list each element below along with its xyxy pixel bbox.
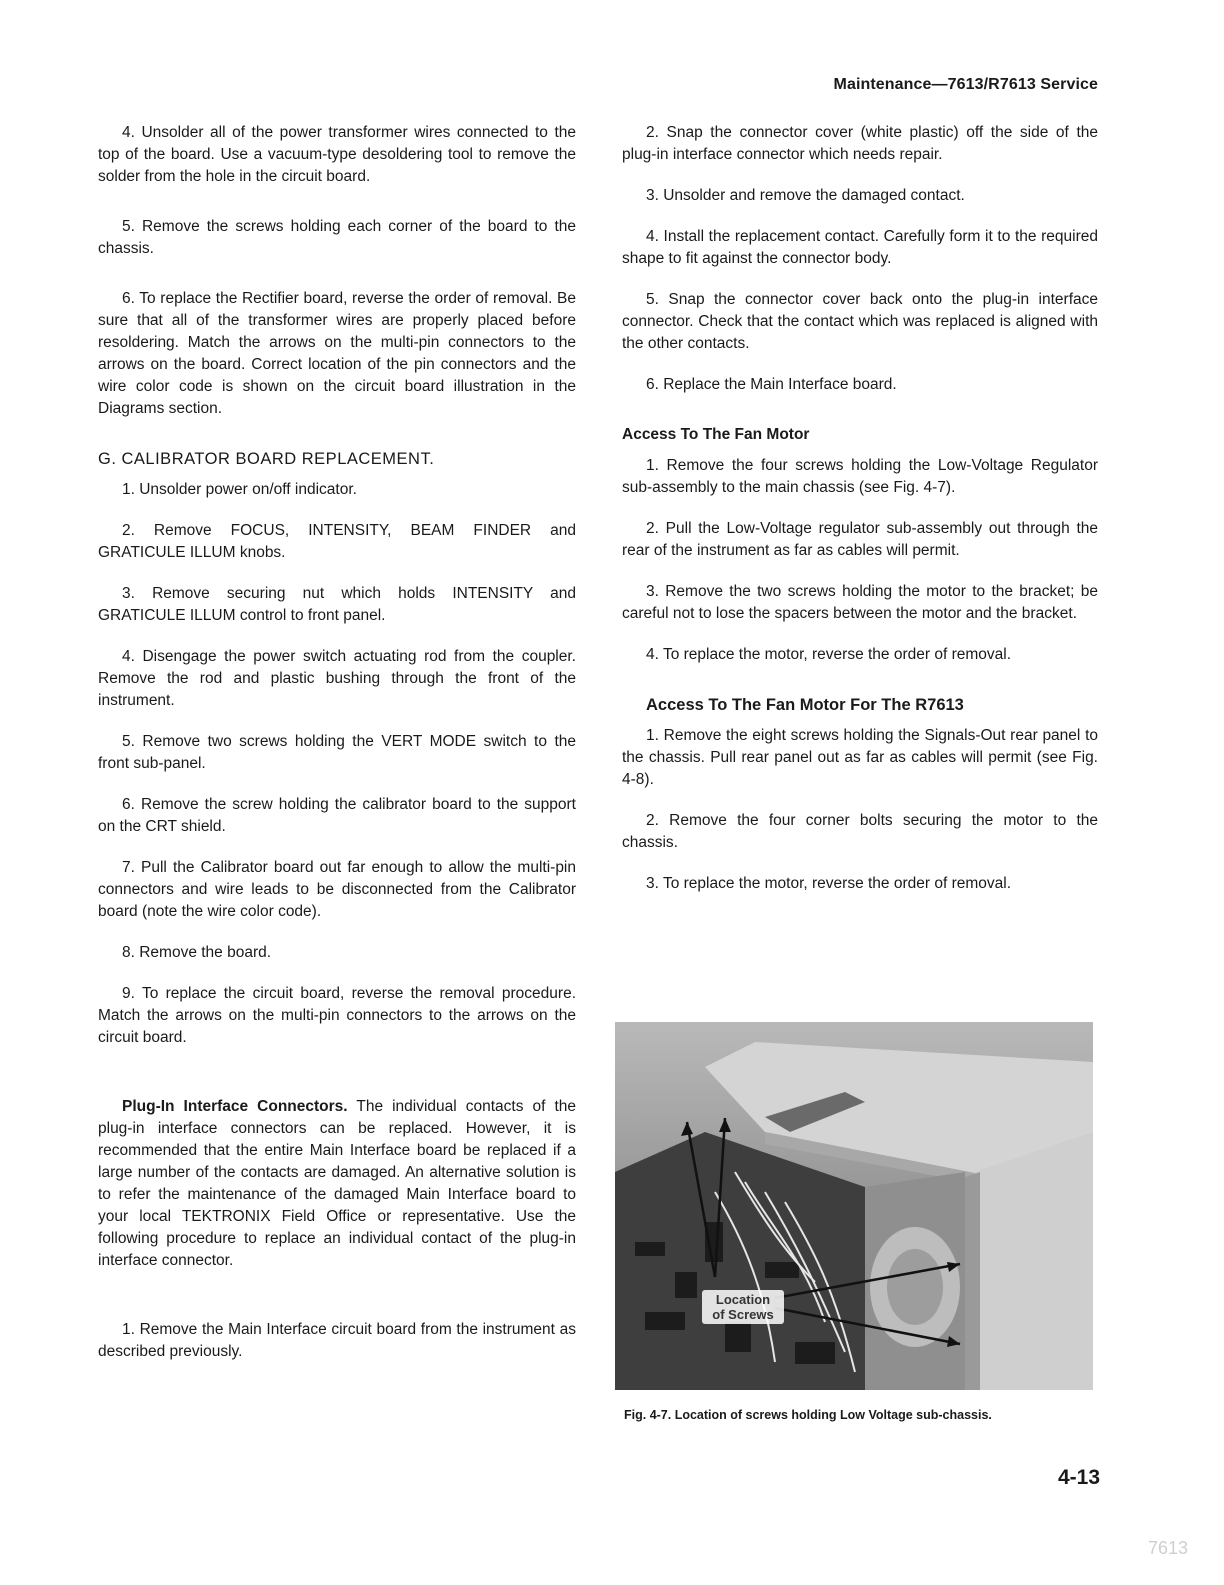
running-header: Maintenance—7613/R7613 Service [833,76,1098,93]
figure-caption: Fig. 4-7. Location of screws holding Low Voltage sub-chassis. [624,1408,992,1422]
rectifier-step-6: 6. To replace the Rectifier board, reverse the order of removal. Be sure that all of the transformer wires are properly placed before resoldering. Match the arrows on the multi-pin connectors to the arrows on the board. Correct location of the pin connectors and the wire color code is shown on the circuit board illustration in the Diagrams section. [98,290,576,417]
fan-motor-r7613-heading: Access To The Fan Motor For The R7613 [646,696,964,714]
fan-motor-step-4: 4. To replace the motor, reverse the order of removal. [646,646,1012,663]
page-number: 4-13 [1057,1466,1100,1489]
calibrator-step-9: 9. To replace the circuit board, reverse the removal procedure. Match the arrows on the multi-pin connectors to the arrows on the circuit board. [98,985,576,1046]
calibrator-step-6: 6. Remove the screw holding the calibrator board to the support on the CRT shield. [98,796,576,835]
right-column [622,122,1098,895]
calibrator-step-8: 8. Remove the board. [122,944,272,961]
calibrator-step-4: 4. Disengage the power switch actuating rod from the coupler. Remove the rod and plastic bushing through the front of the instrument. [98,648,576,709]
rectifier-step-5: 5. Remove the screws holding each corner of the board to the chassis. [98,218,576,257]
watermark-text: 7613 [1147,1538,1188,1558]
plugin-step-5: 5. Snap the connector cover back onto the plug-in interface connector. Check that the contact which was replaced is aligned with the other contacts. [622,291,1098,352]
plugin-run-in-heading: Plug-In Interface Connectors. [122,1098,348,1115]
plugin-step-1: 1. Remove the Main Interface circuit board from the instrument as described previously. [98,1321,576,1360]
fan-motor-r7613-step-2: 2. Remove the four corner bolts securing the motor to the chassis. [622,812,1098,851]
fan-motor-heading: Access To The Fan Motor [622,426,810,443]
calibrator-step-5: 5. Remove two screws holding the VERT MODE switch to the front sub-panel. [98,733,576,772]
low-voltage-subchassis-photo [615,1022,1093,1390]
fan-motor-r7613-step-3: 3. To replace the motor, reverse the order of removal. [646,875,1012,892]
calibrator-step-2: 2. Remove FOCUS, INTENSITY, BEAM FINDER and GRATICULE ILLUM knobs. [98,522,576,561]
callout-line-1: Location [715,1292,771,1307]
calibrator-step-3: 3. Remove securing nut which holds INTENSITY and GRATICULE ILLUM control to front panel. [98,585,576,624]
calibrator-step-1: 1. Unsolder power on/off indicator. [122,481,357,498]
figure-callout-location-of-screws [702,1290,784,1324]
plugin-intro-paragraph [98,1096,576,1272]
plugin-step-2: 2. Snap the connector cover (white plastic) off the side of the plug-in interface connector which needs repair. [622,124,1098,163]
rectifier-step-4: 4. Unsolder all of the power transformer wires connected to the top of the board. Use a vacuum-type desoldering tool to remove the solder from the hole in the circuit board. [98,124,576,185]
fan-motor-step-1: 1. Remove the four screws holding the Low-Voltage Regulator sub-assembly to the main chassis (see Fig. 4-7). [622,457,1098,496]
calibrator-step-7: 7. Pull the Calibrator board out far enough to allow the multi-pin connectors and wire leads to be disconnected from the Calibrator board (note the wire color code). [98,859,576,920]
chassis-photo-illustration [615,1022,1093,1390]
callout-line-2: of Screws [712,1307,774,1322]
fan-motor-step-2: 2. Pull the Low-Voltage regulator sub-assembly out through the rear of the instrument as far as cables will permit. [622,520,1098,559]
plugin-intro-body: The individual contacts of the plug-in interface connectors can be replaced. However, it is recommended that the entire Main Interface board be replaced if a large number of the contacts are damaged. An alternative solution is to refer the maintenance of the damaged Main Interface board to your local TEKTRONIX Field Office or representative. Use the following procedure to replace an individual contact of the plug-in interface connector. [98,1098,576,1269]
plugin-step-6: 6. Replace the Main Interface board. [646,376,897,393]
plugin-step-3: 3. Unsolder and remove the damaged contact. [646,187,965,204]
section-g-heading: G. CALIBRATOR BOARD REPLACEMENT. [98,450,435,468]
fan-motor-r7613-step-1: 1. Remove the eight screws holding the Signals-Out rear panel to the chassis. Pull rear panel out as far as cables will permit (see Fig. 4-8). [622,727,1098,788]
left-column [98,122,576,1363]
plugin-step-4: 4. Install the replacement contact. Carefully form it to the required shape to fit against the connector body. [622,228,1098,267]
fan-motor-step-3: 3. Remove the two screws holding the motor to the bracket; be careful not to lose the spacers between the motor and the bracket. [622,583,1098,622]
